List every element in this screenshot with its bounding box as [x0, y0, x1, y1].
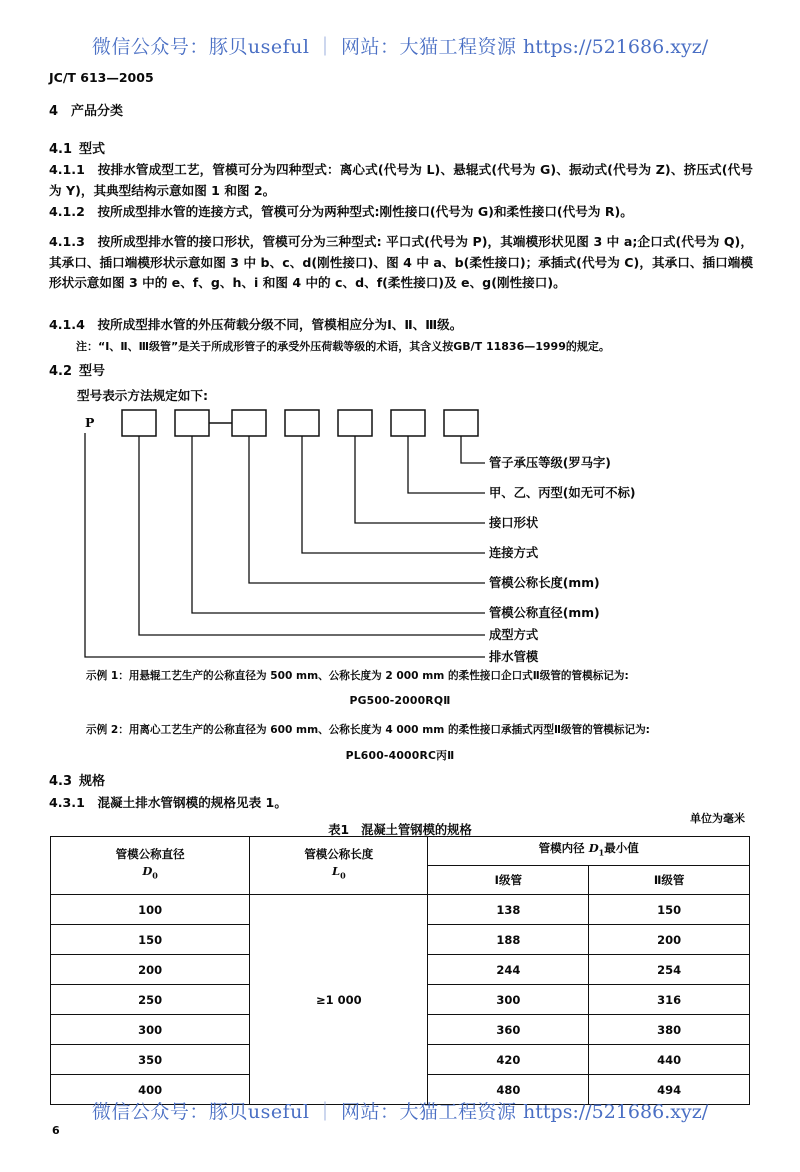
- header-nominal-length-line1: 管模公称长度: [304, 847, 374, 862]
- cell-grade2: 494: [589, 1075, 750, 1105]
- header-nominal-diameter: [51, 837, 250, 895]
- header-group-text: 管模内径: [538, 841, 585, 856]
- example-1-text: 示例 1：用悬辊工艺生产的公称直径为 500 mm、公称长度为 2 000 mm 的柔性接口企口式Ⅱ级管的管模标记为:: [86, 670, 629, 682]
- cell-grade2: 200: [589, 925, 750, 955]
- sub-d0: 0: [152, 870, 158, 881]
- cell-grade2: 316: [589, 985, 750, 1015]
- cell-d0: 300: [51, 1015, 250, 1045]
- watermark-site: 网站：大猫工程资源: [340, 1101, 517, 1123]
- header-grade-2: Ⅱ级管: [589, 866, 750, 895]
- table-caption-number: 表1: [328, 823, 350, 837]
- code-box-5: [338, 410, 372, 436]
- sym-d0: D: [142, 864, 153, 879]
- section-number-4-1: 4.1: [49, 142, 73, 157]
- example-2-code: PL600-4000RC丙Ⅱ: [345, 749, 455, 762]
- sub-l0: 0: [340, 870, 346, 881]
- code-box-1: [122, 410, 156, 436]
- watermark-prefix: 微信公众号：豚贝useful: [91, 1101, 310, 1123]
- section-heading-4: [49, 100, 123, 119]
- section-heading-4-1: [49, 138, 105, 157]
- diagram-label-1: 甲、乙、丙型(如无可不标): [489, 486, 636, 500]
- table-caption-text: 混凝土管钢模的规格: [361, 823, 472, 837]
- section-title-4: 产品分类: [71, 104, 124, 119]
- spec-table-body: [51, 895, 750, 1105]
- watermark-site: 网站：大猫工程资源: [340, 36, 517, 58]
- spec-table: [50, 836, 750, 1105]
- paragraph-4-1-1: 4.1.1 按排水管成型工艺，管模可分为四种型式：离心式(代号为 L)、悬辊式(代号为 G)、振动式(代号为 Z)、挤压式(代号为 Y)，其典型结构示意如图 1 和图 2。: [49, 162, 753, 198]
- cell-grade1: 420: [428, 1045, 589, 1075]
- sub-d1: 1: [598, 847, 605, 858]
- code-box-2: [175, 410, 209, 436]
- diagram-label-0: 管子承压等级(罗马字): [489, 456, 611, 470]
- header-nominal-diameter-line1: 管模公称直径: [115, 847, 185, 862]
- cell-grade2: 440: [589, 1045, 750, 1075]
- paragraph-4-1-3: 4.1.3 按所成型排水管的接口形状，管模可分为三种型式: 平口式(代号为 P)，其端模形状见图 3 中 a;企口式(代号为 Q)，其承口、插口端模形状示意如图 3 中 b、c、d(刚性接口)、图 4 中 a、b(柔性接口)；承插式(代号为 C)，其承口、插口端模形状示意如图 3 中的 e、f、g、h、i 和图 4 中的 c、d、f(柔性接口)及 e、g(刚性接口)。: [49, 234, 753, 290]
- paragraph-4-1-4: 4.1.4 按所成型排水管的外压荷载分级不同，管模相应分为Ⅰ、Ⅱ、Ⅲ级。: [49, 317, 463, 332]
- watermark-prefix: 微信公众号：豚贝useful: [91, 36, 310, 58]
- cell-grade1: 188: [428, 925, 589, 955]
- cell-grade1: 480: [428, 1075, 589, 1105]
- watermark-separator: ｜: [315, 1101, 335, 1123]
- sym-d1: D: [588, 841, 599, 856]
- standard-number: JC/T 613—2005: [49, 70, 154, 85]
- header-nominal-diameter-symbol: [51, 863, 249, 884]
- watermark-bottom: [0, 1097, 800, 1124]
- watermark-url: https://521686.xyz/: [523, 36, 709, 58]
- cell-length: ≥1 000: [250, 895, 428, 1105]
- section-heading-4-3: [49, 770, 105, 789]
- section-number-4: 4: [49, 104, 59, 119]
- cell-grade1: 300: [428, 985, 589, 1015]
- example-2-text: 示例 2：用离心工艺生产的公称直径为 600 mm、公称长度为 4 000 mm 的柔性接口承插式丙型Ⅱ级管的管模标记为:: [86, 724, 650, 736]
- section-title-4-3: 规格: [79, 774, 106, 789]
- diagram-label-3: 连接方式: [489, 546, 539, 560]
- sym-l0: L: [331, 864, 341, 879]
- code-box-3: [232, 410, 266, 436]
- watermark-url: https://521686.xyz/: [523, 1101, 709, 1123]
- model-code-diagram: [77, 405, 767, 664]
- diagram-label-4: 管模公称长度(mm): [489, 576, 600, 590]
- section-heading-4-2: [49, 360, 105, 379]
- code-box-6: [391, 410, 425, 436]
- diagram-label-7: 排水管模: [489, 650, 539, 664]
- cell-d0: 350: [51, 1045, 250, 1075]
- header-nominal-length-symbol: [250, 863, 427, 884]
- diagram-label-2: 接口形状: [489, 516, 539, 530]
- section-title-4-2: 型号: [79, 364, 106, 379]
- section-number-4-3: 4.3: [49, 774, 73, 789]
- header-nominal-length: [250, 837, 428, 895]
- model-code-intro: 型号表示方法规定如下:: [77, 388, 208, 403]
- cell-grade2: 380: [589, 1015, 750, 1045]
- header-group-tail: 最小值: [604, 841, 639, 856]
- cell-grade1: 138: [428, 895, 589, 925]
- section-title-4-1: 型式: [79, 142, 106, 157]
- code-box-4: [285, 410, 319, 436]
- cell-d0: 250: [51, 985, 250, 1015]
- paragraph-4-3-1: 4.3.1 混凝土排水管钢模的规格见表 1。: [49, 795, 287, 810]
- diagram-label-6: 成型方式: [489, 628, 539, 642]
- table-row: [51, 895, 750, 925]
- model-code-diagram-svg: [77, 405, 767, 660]
- cell-grade1: 360: [428, 1015, 589, 1045]
- paragraph-4-1-4-note: 注：“Ⅰ、Ⅱ、Ⅲ级管”是关于所成形管子的承受外压荷载等级的术语，其含义按GB/T 11836—1999的规定。: [76, 340, 610, 353]
- cell-d0: 150: [51, 925, 250, 955]
- table-unit-note: 单位为毫米: [690, 812, 745, 825]
- paragraph-4-1-2: 4.1.2 按所成型排水管的连接方式，管模可分为两种型式:刚性接口(代号为 G)和柔性接口(代号为 R)。: [49, 204, 633, 219]
- cell-grade2: 150: [589, 895, 750, 925]
- cell-d0: 100: [51, 895, 250, 925]
- model-code-prefix-letter: P: [85, 415, 95, 430]
- header-inner-diameter-group: [428, 837, 750, 866]
- cell-grade2: 254: [589, 955, 750, 985]
- cell-d0: 200: [51, 955, 250, 985]
- page-number: 6: [52, 1124, 60, 1137]
- header-grade-1: Ⅰ级管: [428, 866, 589, 895]
- cell-d0: 400: [51, 1075, 250, 1105]
- table-header-row-1: [51, 837, 750, 866]
- example-1-code: PG500-2000RQⅡ: [349, 694, 451, 707]
- cell-grade1: 244: [428, 955, 589, 985]
- diagram-label-5: 管模公称直径(mm): [489, 606, 600, 620]
- code-box-7: [444, 410, 478, 436]
- header-group-symbol: [588, 841, 605, 858]
- section-number-4-2: 4.2: [49, 364, 73, 379]
- watermark-separator: ｜: [315, 36, 335, 58]
